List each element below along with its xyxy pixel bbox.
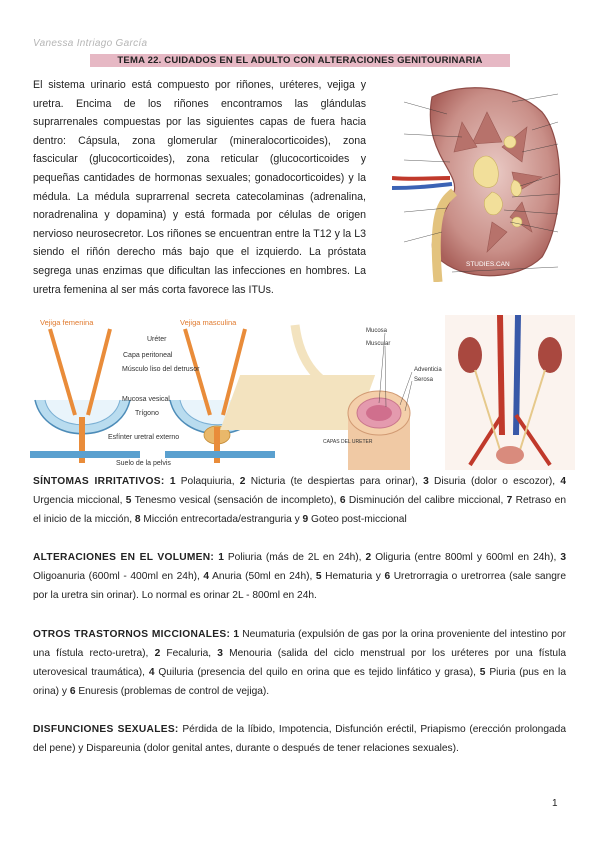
item-text: Enuresis (problemas de control de vejiga).	[75, 686, 270, 697]
item-number: 5	[125, 495, 132, 506]
section-heading: SÍNTOMAS IRRITATIVOS:	[33, 476, 165, 487]
item-number: 4	[560, 476, 566, 487]
item-number: 2	[239, 476, 246, 487]
item-text: Oligoanuria (600ml - 400ml en 24h),	[33, 571, 204, 582]
label-peritoneal: Capa peritoneal	[123, 352, 173, 359]
ureter-caption: CAPAS DEL URETER	[323, 439, 373, 445]
item-text: Retraso en el inicio de la micción,	[33, 495, 566, 525]
item-number: 9	[302, 514, 309, 525]
item-text: Pérdida de la líbido, Impotencia, Disfunción eréctil, Priapismo (erección prolongada del pene) y Dispareunia (dolor genital antes, durante o después de tener relaciones sexuales).	[33, 724, 566, 754]
label-esfinter: Esfínter uretral externo	[108, 434, 180, 441]
vascular-anatomy-figure	[445, 315, 575, 470]
item-text: Tenesmo vesical (sensación de incompleto),	[131, 495, 340, 506]
item-number: 5	[315, 571, 322, 582]
section-heading: ALTERACIONES EN EL VOLUMEN:	[33, 552, 215, 563]
page-title: TEMA 22. CUIDADOS EN EL ADULTO CON ALTERACIONES GENITOURINARIA	[90, 54, 510, 67]
ureter-label-muscular: Muscular	[366, 341, 391, 347]
item-text: Micción entrecortada/estranguria y	[140, 514, 303, 525]
item-number: 4	[203, 571, 210, 582]
item-text: Uretrorragia o uretrorrea (sale sangre por la uretra sin orinar). Lo normal es orinar 2L - 800ml en 24h.	[33, 571, 566, 601]
item-text: Neumaturia (expulsión de gas por la orina proveniente del intestino por una fístula recto-uretra),	[33, 629, 566, 659]
section-sintomas	[33, 472, 566, 529]
item-text: Goteo post-miccional	[308, 514, 407, 525]
item-number: 8	[134, 514, 141, 525]
item-number: 7	[506, 495, 513, 506]
item-text: Disuria (dolor o escozor),	[428, 476, 561, 487]
item-text: Anuria (50ml en 24h),	[209, 571, 316, 582]
section-disfunciones	[33, 720, 566, 758]
item-text: Piuria (pus en la orina) y	[33, 667, 566, 697]
item-number: 1	[169, 476, 176, 487]
item-number: 6	[339, 495, 346, 506]
item-number: 3	[423, 476, 429, 487]
author-name: Vanessa Intriago García	[33, 38, 148, 49]
ureter-label-mucosa: Mucosa	[366, 328, 388, 334]
item-number: 1	[233, 629, 240, 640]
item-text: Polaquiuria,	[175, 476, 240, 487]
kidney-watermark: STUDIES.CAN	[466, 261, 510, 268]
item-text: Quiluria (presencia del quilo en orina que es tejido linfático y grasa),	[154, 667, 480, 678]
item-number: 2	[365, 552, 372, 563]
ureter-label-serosa: Serosa	[414, 377, 434, 383]
urinary-figures-row	[30, 315, 575, 470]
item-text: Urgencia miccional,	[33, 495, 126, 506]
item-text: Disminución del calibre miccional,	[345, 495, 507, 506]
item-text: Hematuria y	[321, 571, 385, 582]
male-bladder-label: Vejiga masculina	[180, 318, 237, 327]
female-bladder-label: Vejiga femenina	[40, 318, 94, 327]
section-heading: DISFUNCIONES SEXUALES:	[33, 724, 179, 735]
label-ureter: Uréter	[147, 336, 167, 343]
item-number: 1	[218, 552, 224, 563]
item-text: Poliuria (más de 2L en 24h),	[223, 552, 366, 563]
item-number: 6	[69, 686, 76, 697]
label-detrusor: Músculo liso del detrusor	[122, 366, 200, 373]
item-number: 5	[479, 667, 486, 678]
label-trigono: Trígono	[135, 410, 159, 417]
item-text: Menouria (salida del ciclo menstrual por los uréteres por una fístula uterovesical traumática),	[33, 648, 567, 678]
label-mucosa: Mucosa vesical	[122, 396, 170, 403]
ureter-label-adventicia: Adventicia	[414, 367, 442, 373]
item-text: Oliguria (entre 800ml y 600ml en 24h),	[371, 552, 561, 563]
item-text: Nicturia (te despiertas para orinar),	[245, 476, 424, 487]
section-otros	[33, 625, 566, 701]
section-heading: OTROS TRASTORNOS MICCIONALES:	[33, 629, 231, 640]
item-text: Fecaluria,	[160, 648, 218, 659]
intro-paragraph: El sistema urinario está compuesto por riñones, uréteres, vejiga y uretra. Encima de los riñones encontramos las glándulas suprarrenales compuestas por las siguientes capas de fuera hacia dentro: Cápsula, zona glomerular (mineralocorticoides), zona fascicular (glucocorticoides), zona reticular (glucocorticoides y pequeñas cantidades de hormonas sexuales; gonadocorticoides) y la médula. La médula suprarrenal secreta catecolaminas (adrenalina, noradrenalina y dopamina) y está formada por células de origen nervioso neurosecretor. Los riñones se encuentran entre la T12 y la L3 siendo el riñón derecho más bajo que el izquierdo. La próstata segrega unas enzimas que dificultan las infecciones en hombres. La uretra femenina al ser más corta favorece las ITUs.	[33, 79, 366, 296]
kidney-illustration	[392, 82, 570, 282]
item-number: 2	[154, 648, 161, 659]
ureter-layers-figure	[220, 325, 442, 470]
item-number: 4	[148, 667, 155, 678]
item-number: 3	[560, 552, 567, 563]
label-suelo: Suelo de la pelvis	[116, 460, 171, 467]
item-number: 6	[384, 571, 391, 582]
page-number: 1	[552, 798, 558, 809]
section-volumen	[33, 548, 566, 605]
item-number: 3	[217, 648, 223, 659]
